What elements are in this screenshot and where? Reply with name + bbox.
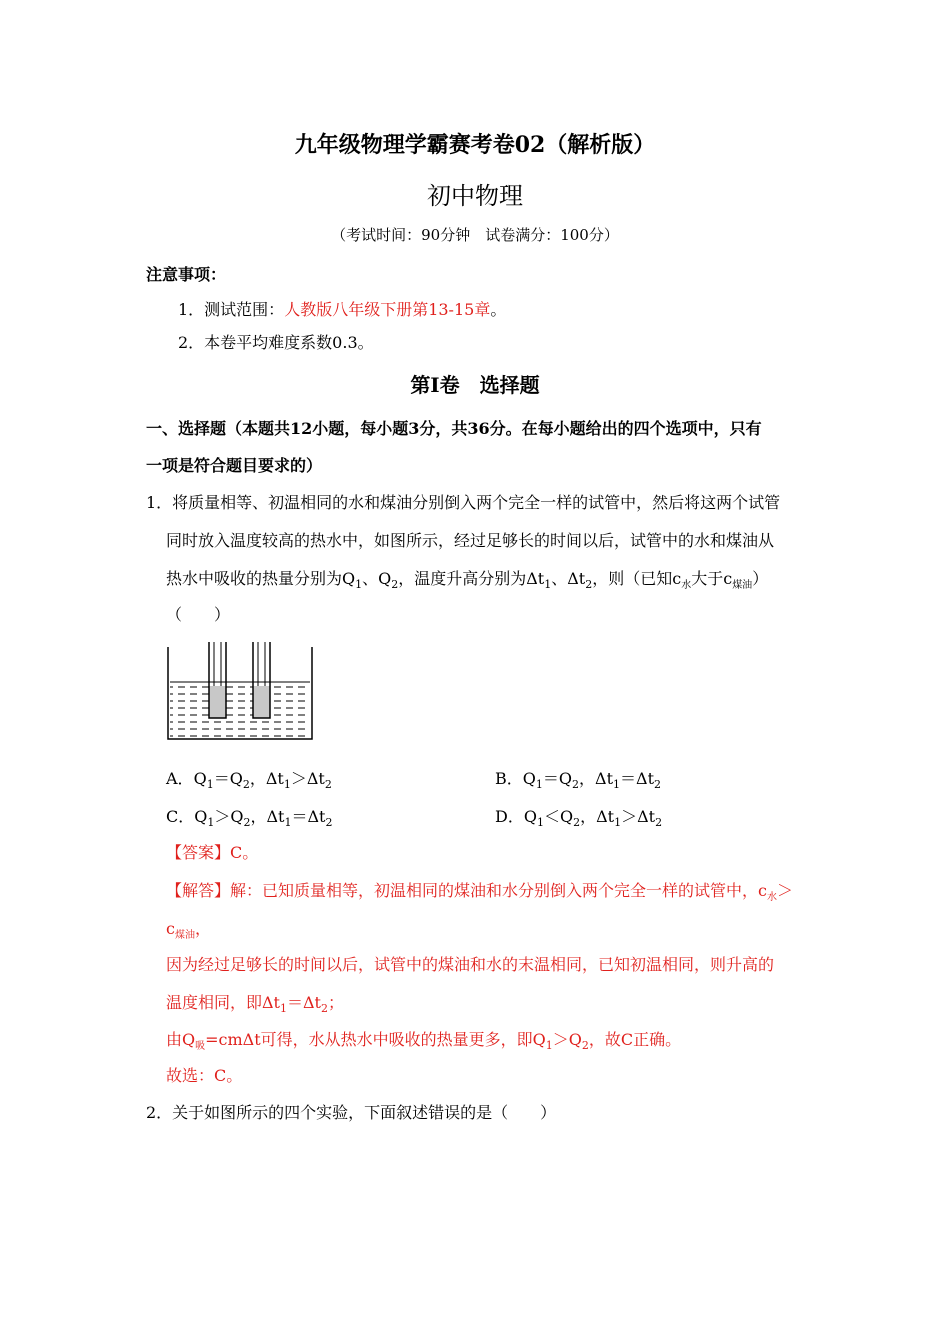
option-text: ＞Δt: [290, 769, 325, 788]
option-text: ＜Q: [543, 807, 574, 826]
subscript: 1: [614, 816, 622, 830]
q1-text: 、Q: [362, 569, 392, 588]
q1-text: 热水中吸收的热量分别为Q: [166, 569, 356, 588]
option-text: ，Δt: [579, 769, 614, 788]
option-text: Q: [523, 807, 537, 826]
subscript: 1: [536, 816, 544, 830]
subscript: 2: [573, 816, 581, 830]
subscript: 2: [242, 778, 250, 792]
q1-text: ，温度升高分别为Δt: [398, 569, 545, 588]
option-text: ＝Q: [542, 769, 573, 788]
analysis-text: =cmΔt可得，水从热水中吸收的热量更多，即Q: [205, 1030, 546, 1049]
option-text: Q: [193, 769, 207, 788]
q1-analysis-line-3: 因为经过足够长的时间以后，试管中的煤油和水的末温相同，已知初温相同，则升高的: [166, 955, 775, 974]
subscript: 1: [280, 1002, 287, 1016]
option-text: ＝Δt: [291, 807, 326, 826]
analysis-text: ；: [328, 993, 345, 1012]
subscript: 1: [284, 816, 292, 830]
q2-line-1: 2．关于如图所示的四个实验，下面叙述错误的是（ ）: [146, 1103, 557, 1122]
notes-heading: 注意事项：: [146, 265, 227, 284]
option-text: ＞Q: [214, 807, 244, 826]
analysis-text: ＞Q: [552, 1030, 582, 1049]
subscript: 1: [613, 778, 621, 792]
subscript: 水: [681, 580, 692, 592]
option-a[interactable]: [166, 766, 332, 791]
subscript: 2: [243, 816, 251, 830]
option-label: A．: [166, 769, 194, 788]
subscript: 1: [355, 578, 363, 592]
notes-item-2: 2．本卷平均难度系数0.3。: [178, 333, 374, 352]
option-text: ＝Δt: [620, 769, 655, 788]
subscript: 2: [572, 778, 580, 792]
option-text: ，Δt: [250, 807, 285, 826]
document-title: 九年级物理学霸赛考卷02（解析版）: [294, 132, 656, 158]
q1-analysis-line-4: [166, 990, 344, 1015]
subscript: 1: [535, 778, 543, 792]
q1-text: ，则（已知c: [592, 569, 682, 588]
subscript: 1: [207, 816, 215, 830]
q1-line-3: [166, 566, 768, 591]
analysis-text: ＞: [776, 881, 793, 900]
q1-answer: 【答案】C。: [166, 843, 259, 862]
option-label: C．: [166, 807, 195, 826]
q1-analysis-line-5: [166, 1027, 681, 1052]
option-label: D．: [495, 807, 524, 826]
analysis-text: 由Q: [166, 1030, 196, 1049]
subscript: 2: [324, 778, 332, 792]
option-b[interactable]: [495, 766, 661, 791]
notes-item-1: [178, 297, 506, 320]
subscript: 2: [325, 816, 333, 830]
option-text: ，Δt: [249, 769, 284, 788]
q1-text: 、Δt: [551, 569, 586, 588]
q1-analysis-line-1: [166, 878, 793, 903]
subscript: 煤油: [174, 930, 195, 942]
notes-item-1-scope: 人教版八年级下册第13-15章: [284, 300, 491, 319]
subscript: 2: [585, 578, 593, 592]
subscript: 1: [545, 1039, 553, 1053]
q1-line-1: 1．将质量相等、初温相同的水和煤油分别倒入两个完全一样的试管中，然后将这两个试管: [146, 493, 781, 512]
option-text: ＝Q: [213, 769, 243, 788]
subscript: 2: [654, 778, 662, 792]
subscript: 吸: [195, 1041, 206, 1053]
q1-conclusion: 故选：C。: [166, 1066, 243, 1085]
subscript: 2: [581, 1039, 589, 1053]
analysis-text: 解：已知质量相等，初温相同的煤油和水分别倒入两个完全一样的试管中，c: [230, 881, 767, 900]
option-text: Q: [194, 807, 208, 826]
part-heading-line-2: 一项是符合题目要求的）: [146, 456, 323, 475]
q1-line-2: 同时放入温度较高的热水中，如图所示，经过足够长的时间以后，试管中的水和煤油从: [166, 531, 775, 550]
q1-text: ）: [752, 569, 769, 588]
analysis-text: ，: [194, 919, 211, 938]
q1-text: 大于c: [691, 569, 733, 588]
subscript: 2: [321, 1002, 328, 1016]
option-c[interactable]: [166, 804, 333, 829]
analysis-text: ＝Δt: [287, 993, 321, 1012]
subscript: 2: [391, 578, 399, 592]
q1-answer-blank: （ ）: [166, 605, 231, 624]
subscript: 煤油: [732, 580, 753, 592]
subscript: 2: [655, 816, 663, 830]
option-text: Q: [522, 769, 536, 788]
analysis-label: 【解答】: [166, 881, 231, 900]
notes-item-1-prefix: 1．测试范围：: [178, 300, 285, 319]
option-text: ＞Δt: [621, 807, 656, 826]
exam-info: （考试时间：90分钟 试卷满分：100分）: [331, 226, 619, 244]
part-heading-line-1: 一、选择题（本题共12小题，每小题3分，共36分。在每小题给出的四个选项中，只有: [146, 419, 762, 438]
q1-analysis-line-2: [166, 916, 211, 941]
notes-item-1-suffix: 。: [490, 300, 507, 319]
analysis-text: 温度相同，即Δt: [166, 993, 280, 1012]
subscript: 1: [283, 778, 291, 792]
analysis-text: ，故C正确。: [588, 1030, 682, 1049]
test-tubes-in-hot-water-figure: [165, 642, 315, 742]
subscript: 水: [766, 892, 777, 904]
subscript: 1: [206, 778, 214, 792]
section-title: 第Ⅰ卷 选择题: [410, 373, 540, 397]
option-text: ，Δt: [580, 807, 615, 826]
option-d[interactable]: [495, 804, 662, 829]
option-label: B．: [495, 769, 523, 788]
subscript: 1: [544, 578, 552, 592]
document-subtitle: 初中物理: [427, 182, 523, 210]
analysis-text: c: [166, 919, 175, 938]
